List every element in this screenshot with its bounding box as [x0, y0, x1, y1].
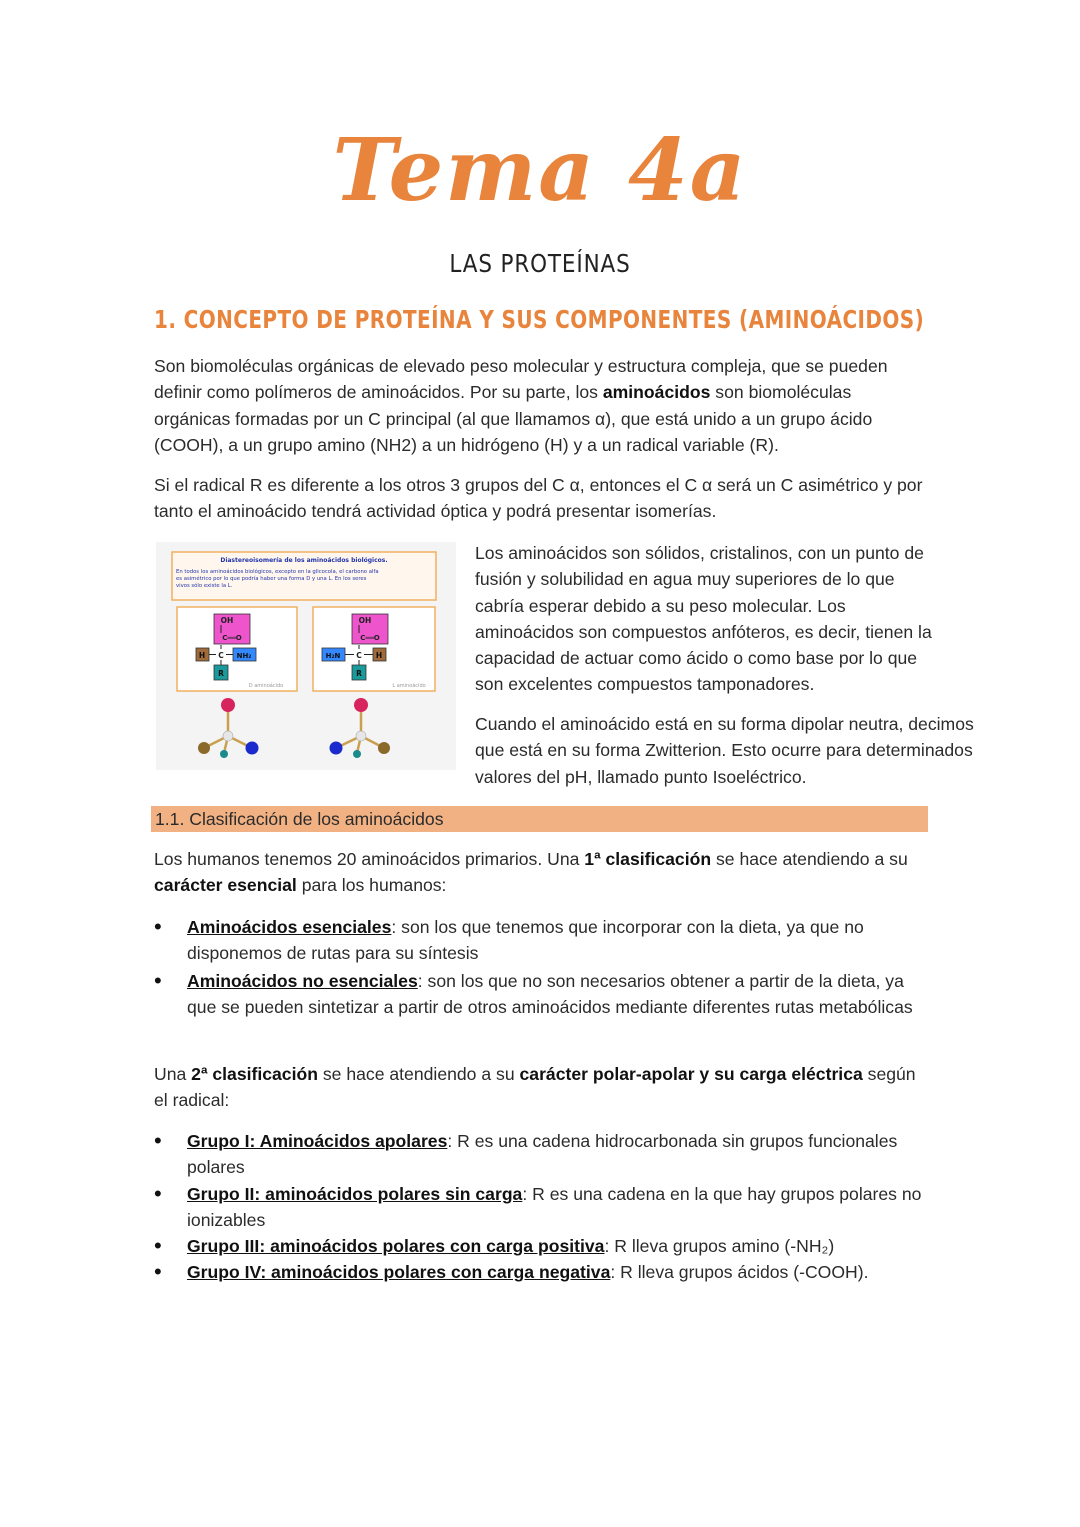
list-item: • Grupo III: aminoácidos polares con carga positiva: R lleva grupos amino (-NH₂) [154, 1233, 924, 1259]
list-item: • Grupo II: aminoácidos polares sin carga: R es una cadena en la que hay grupos polares no ionizables [154, 1181, 924, 1234]
classification-2-paragraph: Una 2ª clasificación se hace atendiendo a su carácter polar-apolar y su carga eléctrica según el radical: [154, 1064, 916, 1111]
intro-paragraph: Son biomoléculas orgánicas de elevado peso molecular y estructura compleja, que se pueden definir como polímeros de aminoácidos. Por su parte, los aminoácidos son biomoléculas orgánicas formadas por un C principal (al que llamamos α), que está unido a un grupo ácido (COOH), a un grupo amino (NH2) a un hidrógeno (H) y a un radical variable (R). [154, 356, 888, 455]
list-item: • Aminoácidos no esenciales: son los que no son necesarios obtener a partir de la dieta, ya que se pueden sintetizar a partir de otros aminoácidos mediante diferentes rutas metabólicas [154, 968, 924, 1021]
list-item: • Grupo IV: aminoácidos polares con carga negativa: R lleva grupos ácidos (-COOH). [154, 1259, 924, 1285]
page-title: Tema 4a [332, 120, 748, 221]
svg-text:H: H [198, 651, 206, 660]
svg-text:H₂N: H₂N [325, 652, 341, 660]
properties-paragraph: Los aminoácidos son sólidos, cristalinos, con un punto de fusión y solubilidad en agua muy superiores de lo que cabría esperar debido a su peso molecular. Los aminoácidos son compuestos anfóteros, es decir, tienen la capacidad de actuar como ácido o como base por lo que son excelentes compuestos tamponadores. [475, 543, 932, 695]
figure-title: Diastereoisomería de los aminoácidos biológicos. [220, 557, 388, 564]
list-item: • Aminoácidos esenciales: son los que tenemos que incorporar con la dieta, ya que no disponemos de rutas para su síntesis [154, 914, 924, 967]
l-aminoacid-label: L aminoácido [392, 683, 426, 689]
svg-text:OH: OH [220, 616, 234, 625]
subsection-heading: 1.1. Clasificación de los aminoácidos [151, 806, 928, 832]
zwitterion-paragraph: Cuando el aminoácido está en su forma dipolar neutra, decimos que está en su forma Zwitterion. Esto ocurre para determinados valores del pH, llamado punto Isoeléctrico. [475, 714, 974, 787]
svg-text:C: C [218, 651, 224, 660]
groups-list [154, 1128, 924, 1286]
svg-text:H: H [375, 651, 383, 660]
essential-list [154, 914, 924, 1020]
svg-text:OH: OH [358, 616, 372, 625]
svg-text:R: R [356, 669, 362, 678]
list-item: • Grupo I: Aminoácidos apolares: R es una cadena hidrocarbonada sin grupos funcionales polares [154, 1128, 924, 1181]
figure-text-line: En todos los aminoácidos biológicos, excepto en la glicocola, el carbono alfa [176, 569, 379, 575]
figure-text-line: vivos sólo existe la L. [176, 583, 233, 589]
radical-paragraph: Si el radical R es diferente a los otros 3 grupos del C α, entonces el C α será un C asimétrico y por tanto el aminoácido tendrá actividad óptica y podrá presentar isomerías. [154, 475, 923, 522]
svg-text:C: C [356, 651, 362, 660]
d-aminoacid-diagram [177, 607, 297, 691]
section-heading: 1. CONCEPTO DE PROTEÍNA Y SUS COMPONENTES (AMINOÁCIDOS) [154, 305, 925, 334]
svg-text:NH₂: NH₂ [236, 652, 252, 660]
page-subtitle: LAS PROTEÍNAS [449, 249, 631, 278]
svg-text:R: R [218, 669, 224, 678]
svg-text:C══O: C══O [360, 634, 380, 642]
svg-text:C══O: C══O [222, 634, 242, 642]
figure-text-line: es asimétrico por lo que podría haber una forma D y una L. En los seres [176, 576, 367, 582]
l-aminoacid-diagram [313, 607, 435, 691]
amino-acid-isomer-figure [156, 542, 456, 770]
classification-1-paragraph: Los humanos tenemos 20 aminoácidos primarios. Una 1ª clasificación se hace atendiendo a su carácter esencial para los humanos: [154, 849, 908, 896]
d-aminoacid-label: D aminoácido [248, 683, 284, 689]
